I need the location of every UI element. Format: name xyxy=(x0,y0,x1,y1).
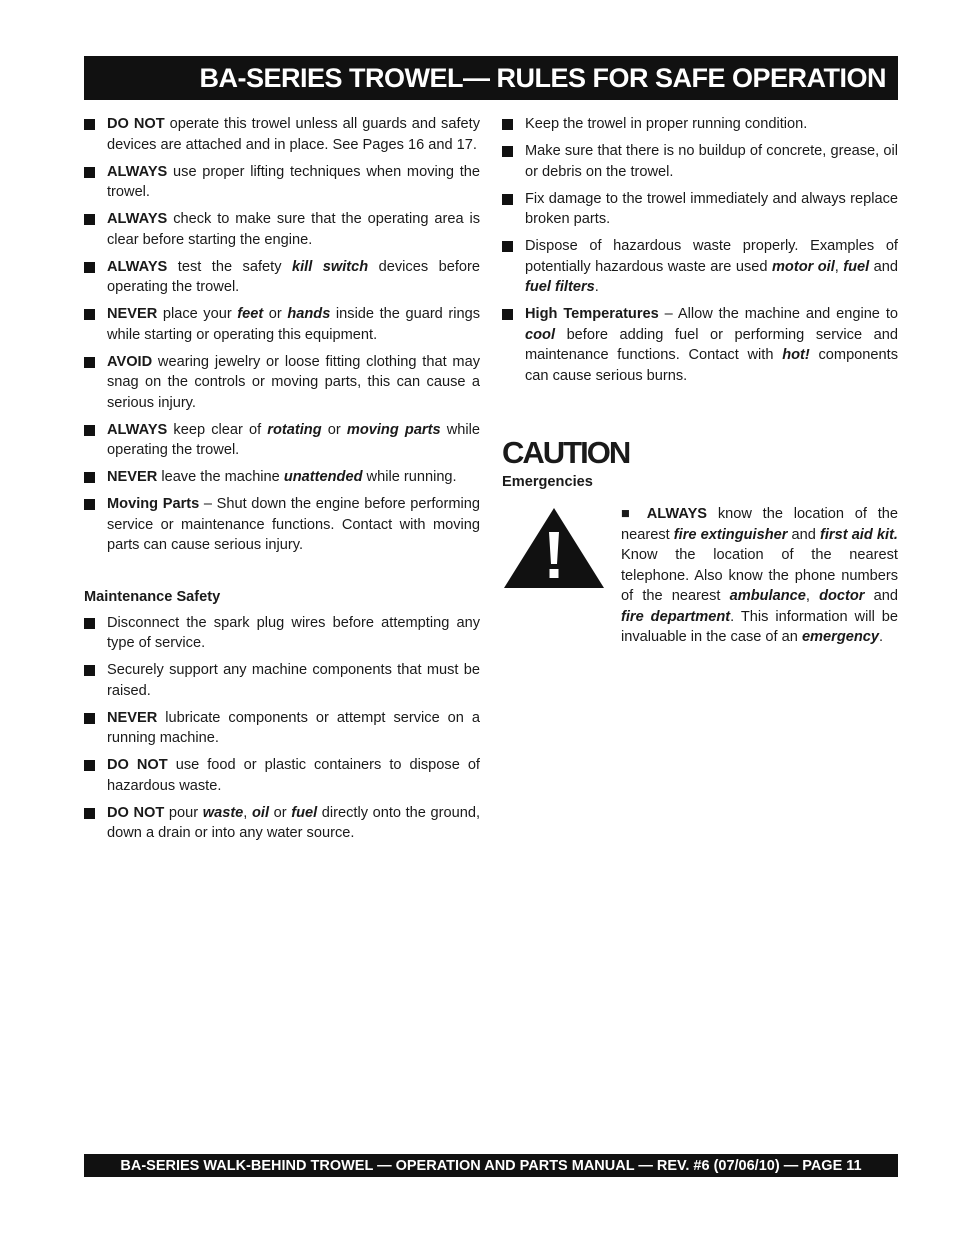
text-run: Know the location of the nearest telephone. Also know the phone numbers of the nearest xyxy=(621,547,898,604)
left-column xyxy=(84,114,480,850)
bullet-square-icon xyxy=(84,760,95,771)
text-run: , xyxy=(834,258,844,275)
lead-word: ALWAYS xyxy=(107,163,168,180)
list-item xyxy=(84,352,480,414)
lead-word: ALWAYS xyxy=(107,421,168,438)
emphasis-text: oil xyxy=(251,804,269,821)
list-item xyxy=(84,803,480,844)
text-run: , xyxy=(805,588,820,604)
emphasis-text: moving parts xyxy=(346,421,441,438)
text-run: Make sure that there is no buildup of concrete, grease, oil or debris on the trowel. xyxy=(525,143,898,180)
emphasis-text: motor oil xyxy=(771,258,835,275)
list-item xyxy=(502,189,898,230)
text-run: . xyxy=(879,629,884,645)
bullet-square-icon xyxy=(84,309,95,320)
bullet-square-icon xyxy=(84,119,95,130)
text-run: Securely support any machine components that must be raised. xyxy=(107,662,480,699)
emphasis-text: rotating xyxy=(267,421,322,438)
text-run: or xyxy=(321,421,347,438)
emphasis-text: cool xyxy=(525,326,555,343)
list-item xyxy=(84,162,480,203)
emphasis-text: emergency xyxy=(801,629,880,645)
lead-word: High Temperatures xyxy=(525,306,659,322)
text-run: keep clear of xyxy=(167,421,268,438)
bullet-square-icon xyxy=(502,146,513,157)
text-run: operate this trowel unless all guards and safety devices are attached and in place. See Pages 16 and 17. xyxy=(107,116,480,153)
text-run: devices before operating the trowel. xyxy=(107,258,481,295)
text-run: while running. xyxy=(362,469,457,485)
lead-word: AVOID xyxy=(107,353,153,370)
text-run: – Allow the machine and engine to xyxy=(658,306,898,322)
text-run: know the location of the nearest xyxy=(621,506,898,543)
emphasis-text: doctor xyxy=(819,588,865,604)
list-item xyxy=(84,304,480,345)
emergency-text xyxy=(621,504,898,648)
bullet-square-icon xyxy=(84,618,95,629)
bullet-square-icon xyxy=(502,119,513,130)
emphasis-text: fuel filters xyxy=(525,279,595,295)
bullet-square-icon xyxy=(84,214,95,225)
text-run: and xyxy=(864,588,898,604)
bullet-square-icon xyxy=(502,241,513,252)
list-item xyxy=(84,209,480,250)
maintenance-rules-list xyxy=(502,114,898,386)
text-run: check to make sure that the operating area is clear before starting the engine. xyxy=(107,211,480,248)
maintenance-safety-list xyxy=(84,613,480,844)
text-run: inside the guard rings while starting or operating this equipment. xyxy=(107,306,480,343)
text-run: Keep the trowel in proper running condition. xyxy=(525,116,808,132)
emphasis-text: fire extinguisher xyxy=(673,526,788,543)
footer-text: BA-SERIES WALK-BEHIND TROWEL — OPERATION AND PARTS MANUAL — REV. #6 (07/06/10) — PAGE 11 xyxy=(120,1157,862,1174)
bullet-square-icon xyxy=(84,262,95,273)
lead-word: ALWAYS xyxy=(636,506,708,522)
text-run: leave the machine xyxy=(157,469,284,485)
text-run: directly onto the ground, down a drain or into any water source. xyxy=(107,804,480,841)
list-item xyxy=(84,660,480,701)
emphasis-text: feet xyxy=(237,306,264,322)
bullet-square-icon xyxy=(502,194,513,205)
page-title: BA-SERIES TROWEL— RULES FOR SAFE OPERATION xyxy=(199,62,886,93)
list-item xyxy=(502,114,898,135)
text-run: test the safety xyxy=(167,258,292,275)
list-item xyxy=(84,420,480,461)
text-run: Disconnect the spark plug wires before attempting any type of service. xyxy=(107,614,480,651)
emphasis-text: first aid kit. xyxy=(820,526,898,543)
emphasis-text: ambulance xyxy=(729,588,806,604)
text-run: lubricate components or attempt service on a running machine. xyxy=(107,709,480,746)
list-item xyxy=(502,141,898,182)
right-column xyxy=(502,114,898,654)
bullet-square-icon xyxy=(502,309,513,320)
text-run: place your xyxy=(157,306,238,322)
lead-word: NEVER xyxy=(107,306,158,322)
text-run: wearing jewelry or loose fitting clothing that may snag on the controls or moving parts, this can cause a serious injury. xyxy=(107,353,480,411)
lead-word: ALWAYS xyxy=(107,258,168,275)
text-run: and xyxy=(787,526,820,543)
bullet-square-icon xyxy=(84,665,95,676)
list-item xyxy=(84,613,480,654)
list-item xyxy=(84,114,480,155)
text-run: before adding fuel or performing service and maintenance functions. Contact with xyxy=(525,326,898,363)
text-run: – Shut down the engine before performing service or maintenance functions. Contact with moving parts can cause serious injury. xyxy=(107,496,481,553)
lead-word: ALWAYS xyxy=(107,211,168,227)
list-item xyxy=(84,467,480,488)
text-run: . xyxy=(594,279,599,295)
bullet-square-icon xyxy=(84,499,95,510)
bullet-square-icon xyxy=(84,808,95,819)
emphasis-text: kill switch xyxy=(291,258,369,275)
bullet-square-icon xyxy=(84,713,95,724)
text-run: and xyxy=(869,258,898,275)
text-run: Fix damage to the trowel immediately and always replace broken parts. xyxy=(525,190,898,227)
lead-word: Moving Parts xyxy=(107,496,200,512)
list-item xyxy=(502,304,898,386)
text-run: while operating the trowel. xyxy=(107,421,480,458)
emphasis-text: hands xyxy=(287,306,331,322)
list-item xyxy=(84,755,480,796)
general-safety-list xyxy=(84,114,480,556)
maintenance-heading: Maintenance Safety xyxy=(84,588,221,605)
emergency-block xyxy=(502,504,898,654)
list-item xyxy=(84,257,480,298)
list-item xyxy=(84,708,480,749)
lead-word: DO NOT xyxy=(107,757,168,773)
page-footer xyxy=(84,1154,898,1177)
lead-word: NEVER xyxy=(107,709,158,726)
page-header xyxy=(84,56,898,100)
text-run: use proper lifting techniques when moving the trowel. xyxy=(107,163,480,200)
text-run: pour xyxy=(164,804,203,821)
bullet-square-icon xyxy=(84,167,95,178)
lead-word: DO NOT xyxy=(107,804,165,821)
emphasis-text: fuel xyxy=(843,258,870,275)
warning-triangle-icon xyxy=(502,506,606,590)
bullet-square-icon xyxy=(84,425,95,436)
bullet-square-icon: ■ xyxy=(621,506,637,522)
caution-title: CAUTION xyxy=(502,435,630,470)
emphasis-text: fuel xyxy=(291,804,318,821)
emphasis-text: unattended xyxy=(283,469,363,485)
text-run: or xyxy=(269,804,292,821)
text-run: . This information will be invaluable in the case of an xyxy=(621,608,898,645)
text-run: use food or plastic containers to dispose of hazardous waste. xyxy=(107,757,480,794)
text-run: , xyxy=(243,804,252,821)
text-run: components can cause serious burns. xyxy=(525,347,898,384)
text-run: Dispose of hazardous waste properly. Examples of potentially hazardous waste are used xyxy=(525,238,898,275)
list-item xyxy=(84,494,480,556)
emphasis-text: hot! xyxy=(782,347,810,363)
list-item xyxy=(502,236,898,298)
bullet-square-icon xyxy=(84,357,95,368)
text-run: or xyxy=(263,306,288,322)
lead-word: NEVER xyxy=(107,469,158,485)
emphasis-text: fire department xyxy=(621,608,731,625)
emphasis-text: waste xyxy=(202,804,244,821)
bullet-square-icon xyxy=(84,472,95,483)
emergencies-heading: Emergencies xyxy=(502,474,593,490)
lead-word: DO NOT xyxy=(107,116,165,132)
